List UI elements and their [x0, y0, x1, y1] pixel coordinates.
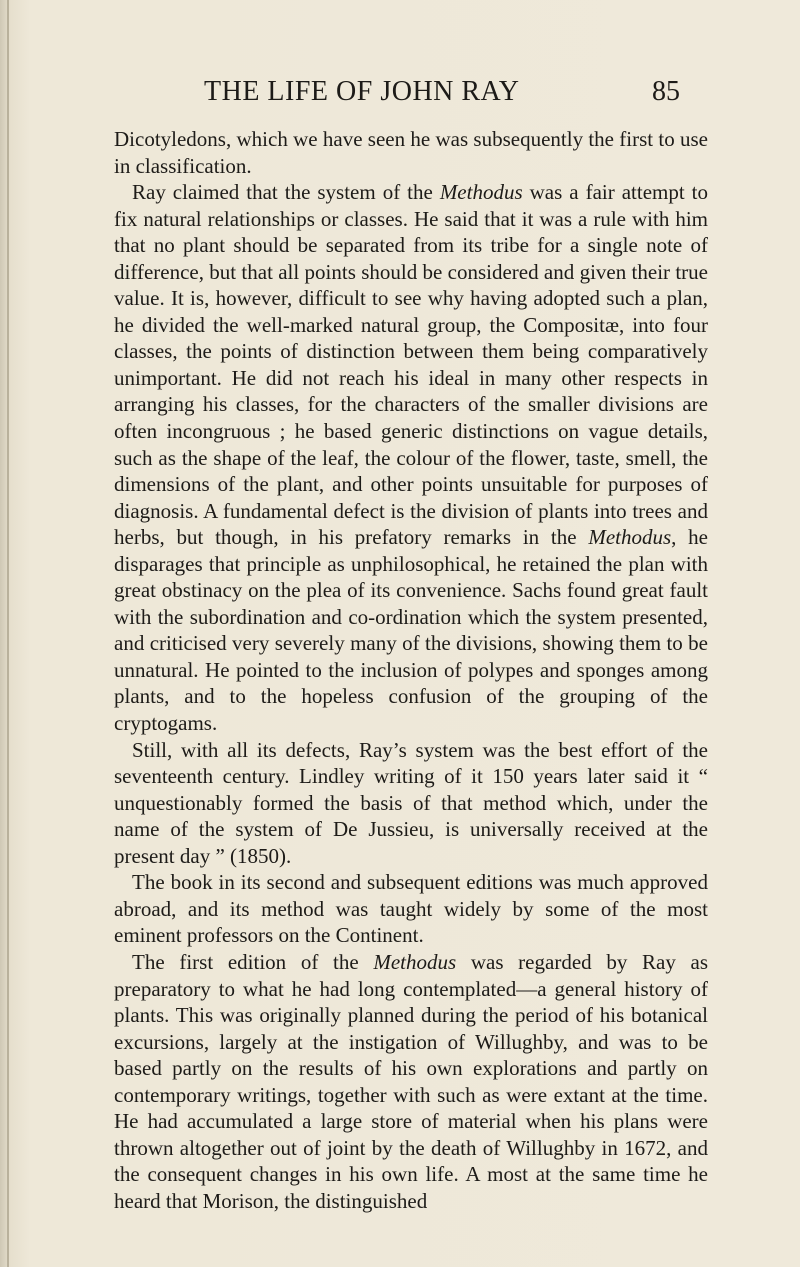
text-run: Ray claimed that the system of the [132, 180, 440, 205]
text-run: The first edition of the [132, 949, 374, 974]
running-head: THE LIFE OF JOHN RAY [204, 76, 520, 107]
text-run: , he disparages that principle as unphilosophical, he retained the plan with great obstinacy on the plea of its convenience. Sachs found great fault with the subordination and co-ordination which the system presented, and criticised very severely many of the divisions, showing them to be unnatural. He pointed to the inclusion of polypes and sponges among plants, and to the hopeless confusion of the grouping of the cryptogams. [114, 525, 708, 736]
paragraph-2 [114, 179, 708, 736]
paragraph-1 [114, 126, 708, 179]
text-run: Dicotyledons, which we have seen he was subsequently the first to use in classification. [114, 127, 708, 178]
page-header [114, 76, 680, 116]
paragraph-5 [114, 949, 708, 1214]
italic-title: Methodus [439, 180, 523, 205]
text-run: The book in its second and subsequent editions was much approved abroad, and its method was taught widely by some of the most eminent professors on the Continent. [114, 870, 708, 948]
text-run: was a fair attempt to fix natural relationships or classes. He said that it was a rule with him that no plant should be separated from its tribe for a single note of difference, but that all points should be considered and given their true value. It is, however, difficult to see why having adopted such a plan, he divided the well-marked natural group, the Compositæ, into four classes, the points of distinction between them being comparatively unimportant. He did not reach his ideal in many other respects in arranging his classes, for the characters of the smaller divisions are often incongruous ; he based generic distinctions on vague details, such as the shape of the leaf, the colour of the flower, taste, smell, the dimensions of the plant, and other points unsuitable for purposes of diagnosis. A fundamental defect is the division of plants into trees and herbs, but though, in his prefatory remarks in the [114, 180, 708, 550]
text-run: was regarded by Ray as preparatory to what he had long contemplated—a general history of plants. This was originally planned during the period of his botanical excursions, largely at the instigation of Willughby, and was to be based partly on the results of his own explorations and partly on contemporary writings, together with such as were extant at the time. He had accumulated a large store of material when his plans were thrown altogether out of joint by the death of Willughby in 1672, and the consequent changes in his own life. A most at the same time he heard that Morison, the distinguished [114, 949, 708, 1213]
paragraph-3 [114, 737, 708, 870]
page-number: 85 [652, 76, 680, 107]
paragraph-4 [114, 869, 708, 949]
italic-title: Methodus [373, 949, 457, 974]
page-gutter-shadow [7, 0, 9, 1267]
italic-title: Methodus [588, 525, 672, 550]
body-text [114, 126, 708, 1214]
text-run: Still, with all its defects, Ray’s system was the best effort of the seventeenth century. Lindley writing of it 150 years later said it “ unquestionably formed the basis of that method which, under the name of the system of De Jussieu, is universally received at the present day ” (1850). [114, 737, 708, 868]
